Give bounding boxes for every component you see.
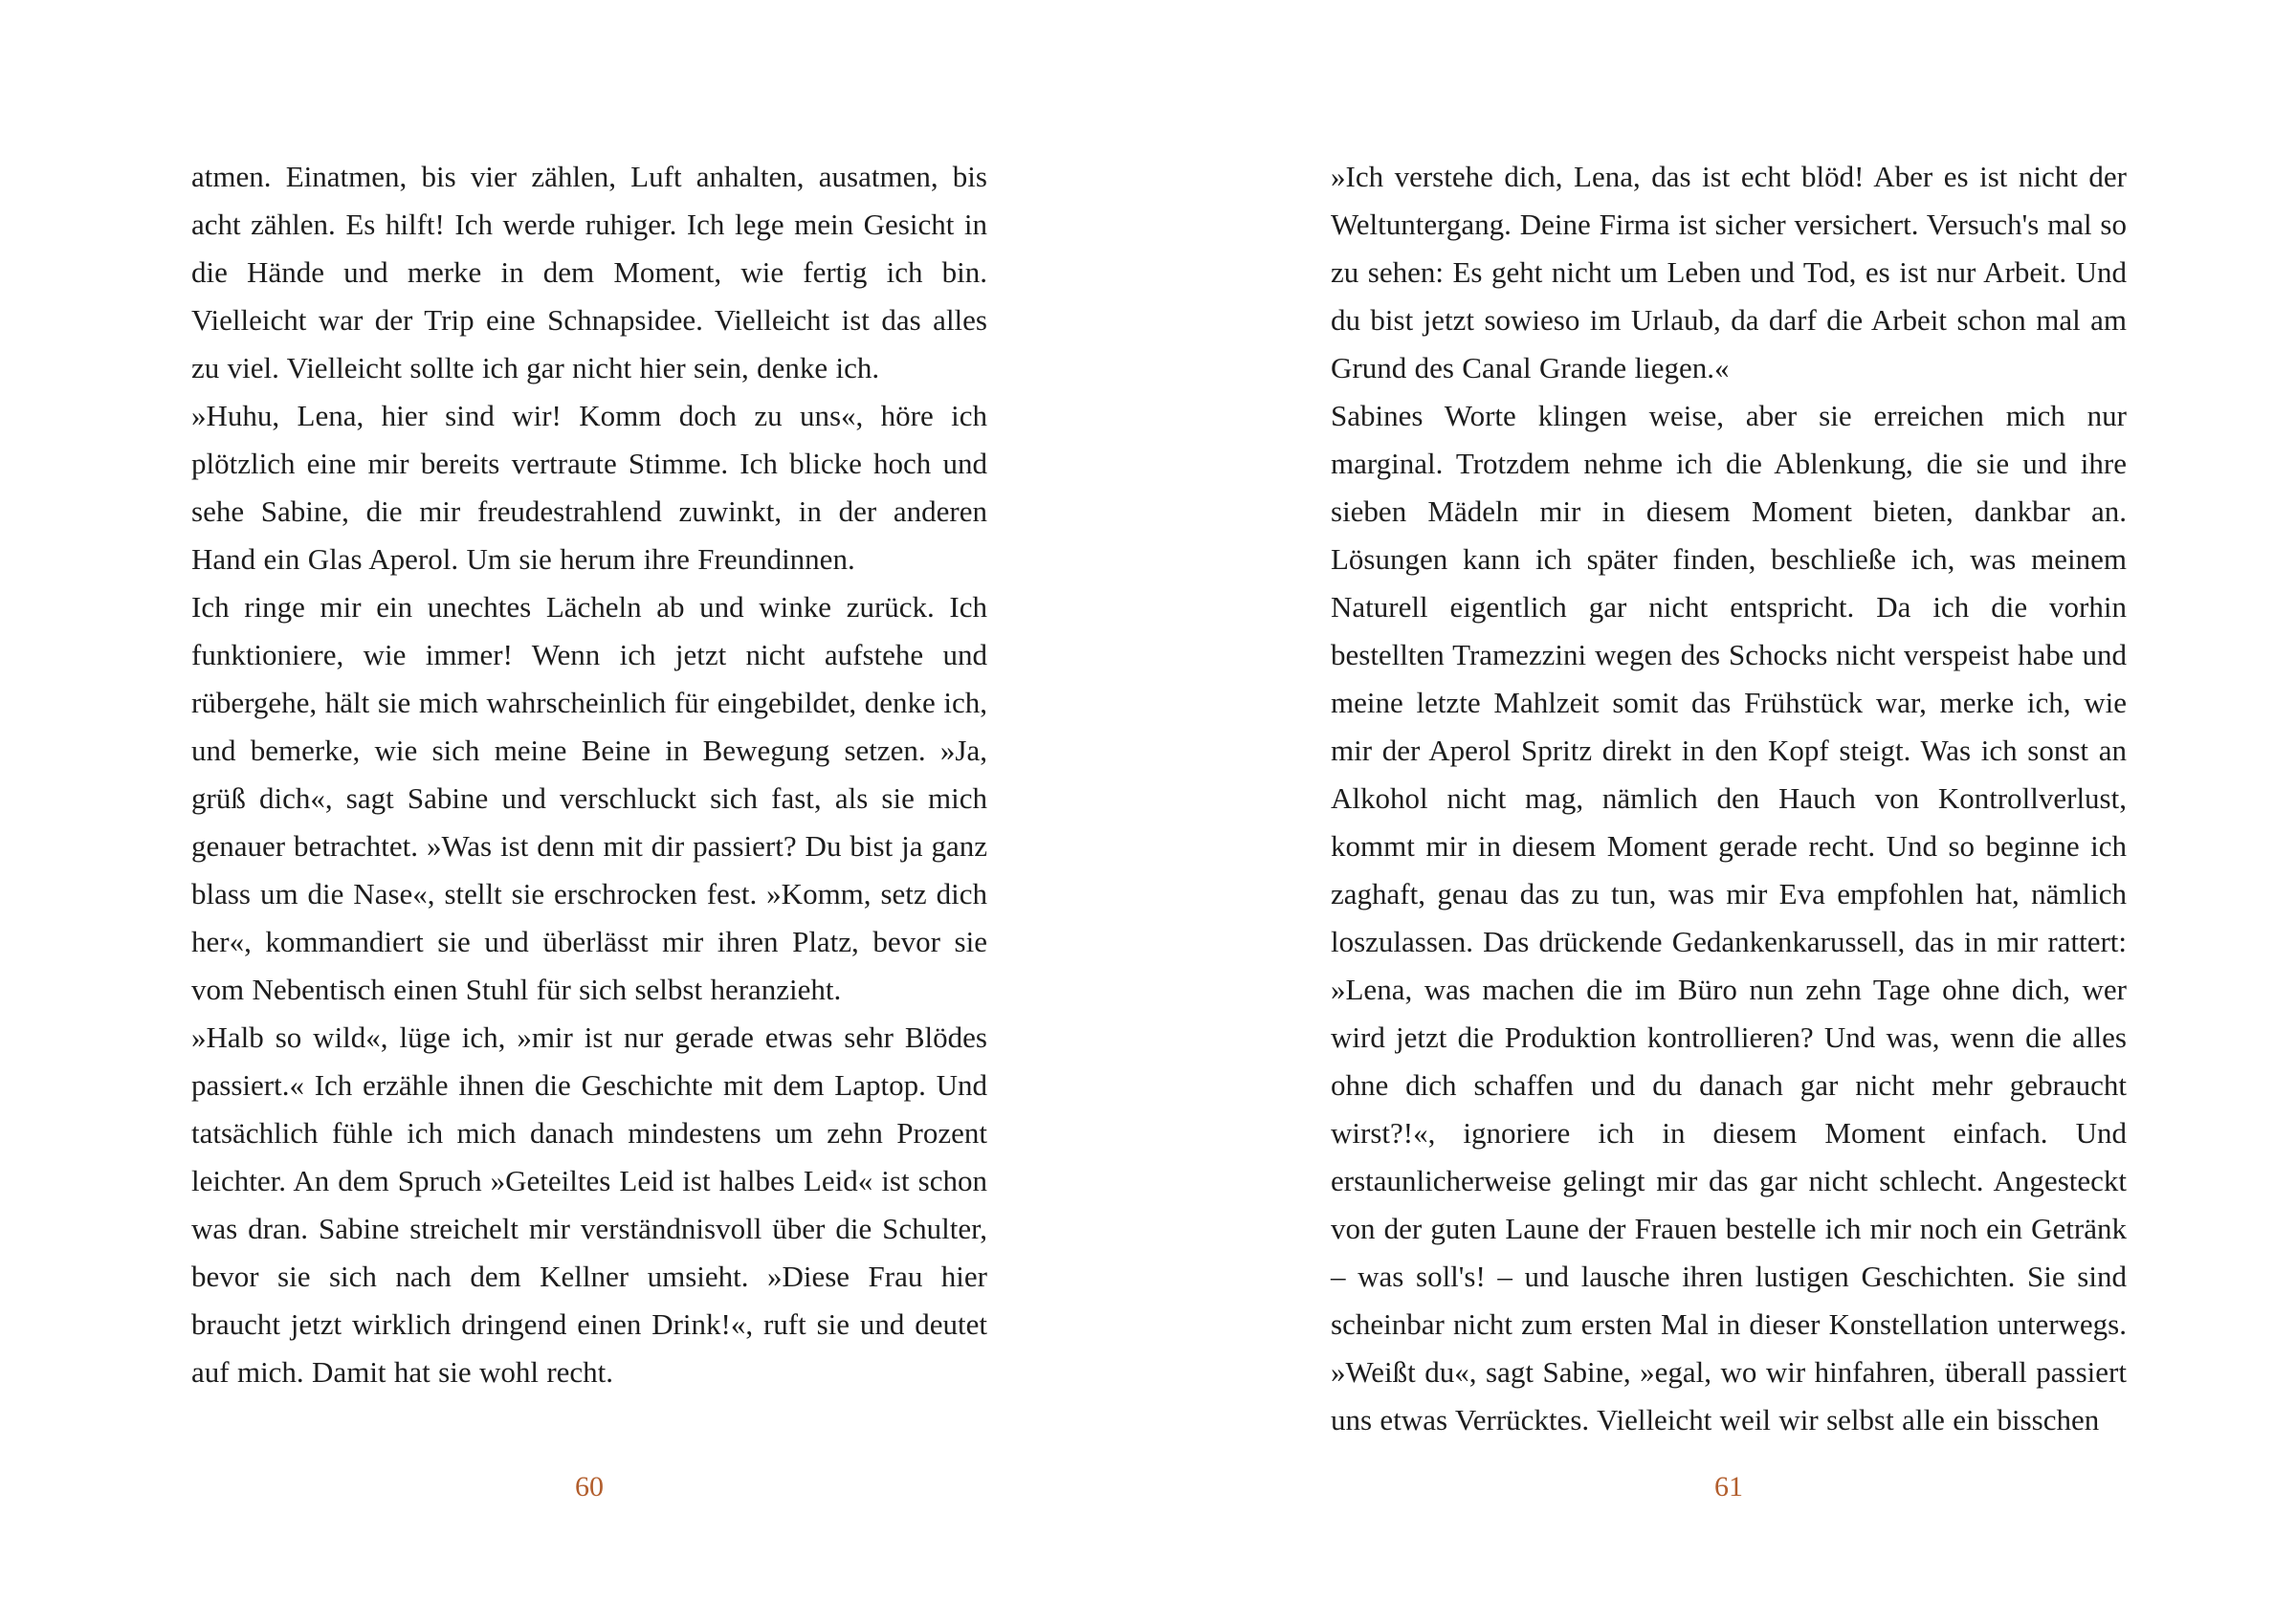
page-number: 61: [1714, 1471, 1743, 1502]
right-page: [1148, 0, 2296, 1623]
paragraph: »Ich verstehe dich, Lena, das ist echt blöd! Aber es ist nicht der Weltuntergang. Deine Firma ist sicher versichert. Versuch's mal so zu sehen: Es geht nicht um Leben und Tod, es ist nur Arbeit. Und du bist jetzt sowieso im Urlaub, da darf die Arbeit schon mal am Grund des Canal Grande liegen.«: [1331, 160, 2127, 384]
paragraph: atmen. Einatmen, bis vier zählen, Luft anhalten, ausatmen, bis acht zählen. Es hilft! Ich werde ruhiger. Ich lege mein Gesicht in die Hände und merke in dem Moment, wie fertig ich bin. Vielleicht war der Trip eine Schnapsidee. Vielleicht ist das alles zu viel. Vielleicht sollte ich gar nicht hier sein, denke ich.: [191, 160, 987, 384]
paragraph: »Huhu, Lena, hier sind wir! Komm doch zu uns«, höre ich plötzlich eine mir bereits vertraute Stimme. Ich blicke hoch und sehe Sabine, die mir freudestrahlend zuwinkt, in der anderen Hand ein Glas Aperol. Um sie herum ihre Freundinnen.: [191, 399, 987, 576]
paragraph: Sabines Worte klingen weise, aber sie erreichen mich nur marginal. Trotzdem nehme ich die Ablenkung, die sie und ihre sieben Mädeln mir in diesem Moment bieten, dankbar an. Lösungen kann ich später finden, beschließe ich, was meinem Naturell eigentlich gar nicht entspricht. Da ich die vorhin bestellten Tramezzini wegen des Schocks nicht verspeist habe und meine letzte Mahlzeit somit das Frühstück war, merke ich, wie mir der Aperol Spritz direkt in den Kopf steigt. Was ich sonst an Alkohol nicht mag, nämlich den Hauch von Kontrollverlust, kommt mir in diesem Moment gerade recht. Und so beginne ich zaghaft, genau das zu tun, was mir Eva empfohlen hat, nämlich loszulassen. Das drückende Gedankenkarussell, das in mir rattert: »Lena, was machen die im Büro nun zehn Tage ohne dich, wer wird jetzt die Produktion kontrollieren? Und was, wenn die alles ohne dich schaffen und du danach gar nicht mehr gebraucht wirst?!«, ignoriere ich in diesem Moment einfach. Und erstaunlicherweise gelingt mir das gar nicht schlecht. Angesteckt von der guten Laune der Frauen bestelle ich mir noch ein Getränk – was soll's! – und lausche ihren lustigen Geschichten. Sie sind scheinbar nicht zum ersten Mal in dieser Konstellation unterwegs. »Weißt du«, sagt Sabine, »egal, wo wir hinfahren, überall passiert uns etwas Verrücktes. Vielleicht weil wir selbst alle ein bisschen: [1331, 399, 2127, 1437]
left-page-text: [191, 153, 987, 1396]
right-page-text: [1331, 153, 2127, 1444]
paragraph: Ich ringe mir ein unechtes Lächeln ab und winke zurück. Ich funktioniere, wie immer! Wenn ich jetzt nicht aufstehe und rübergehe, hält sie mich wahrscheinlich für eingebildet, denke ich, und bemerke, wie sich meine Beine in Bewegung setzen. »Ja, grüß dich«, sagt Sabine und verschluckt sich fast, als sie mich genauer betrachtet. »Was ist denn mit dir passiert? Du bist ja ganz blass um die Nase«, stellt sie erschrocken fest. »Komm, setz dich her«, kommandiert sie und überlässt mir ihren Platz, bevor sie vom Nebentisch einen Stuhl für sich selbst heranzieht.: [191, 590, 987, 1006]
page-number: 60: [575, 1471, 604, 1502]
paragraph: »Halb so wild«, lüge ich, »mir ist nur gerade etwas sehr Blödes passiert.« Ich erzähle ihnen die Geschichte mit dem Laptop. Und tatsächlich fühle ich mich danach mindestens um zehn Prozent leichter. An dem Spruch »Geteiltes Leid ist halbes Leid« ist schon was dran. Sabine streichelt mir verständnisvoll über die Schulter, bevor sie sich nach dem Kellner umsieht. »Diese Frau hier braucht jetzt wirklich dringend einen Drink!«, ruft sie und deutet auf mich. Damit hat sie wohl recht.: [191, 1020, 987, 1389]
